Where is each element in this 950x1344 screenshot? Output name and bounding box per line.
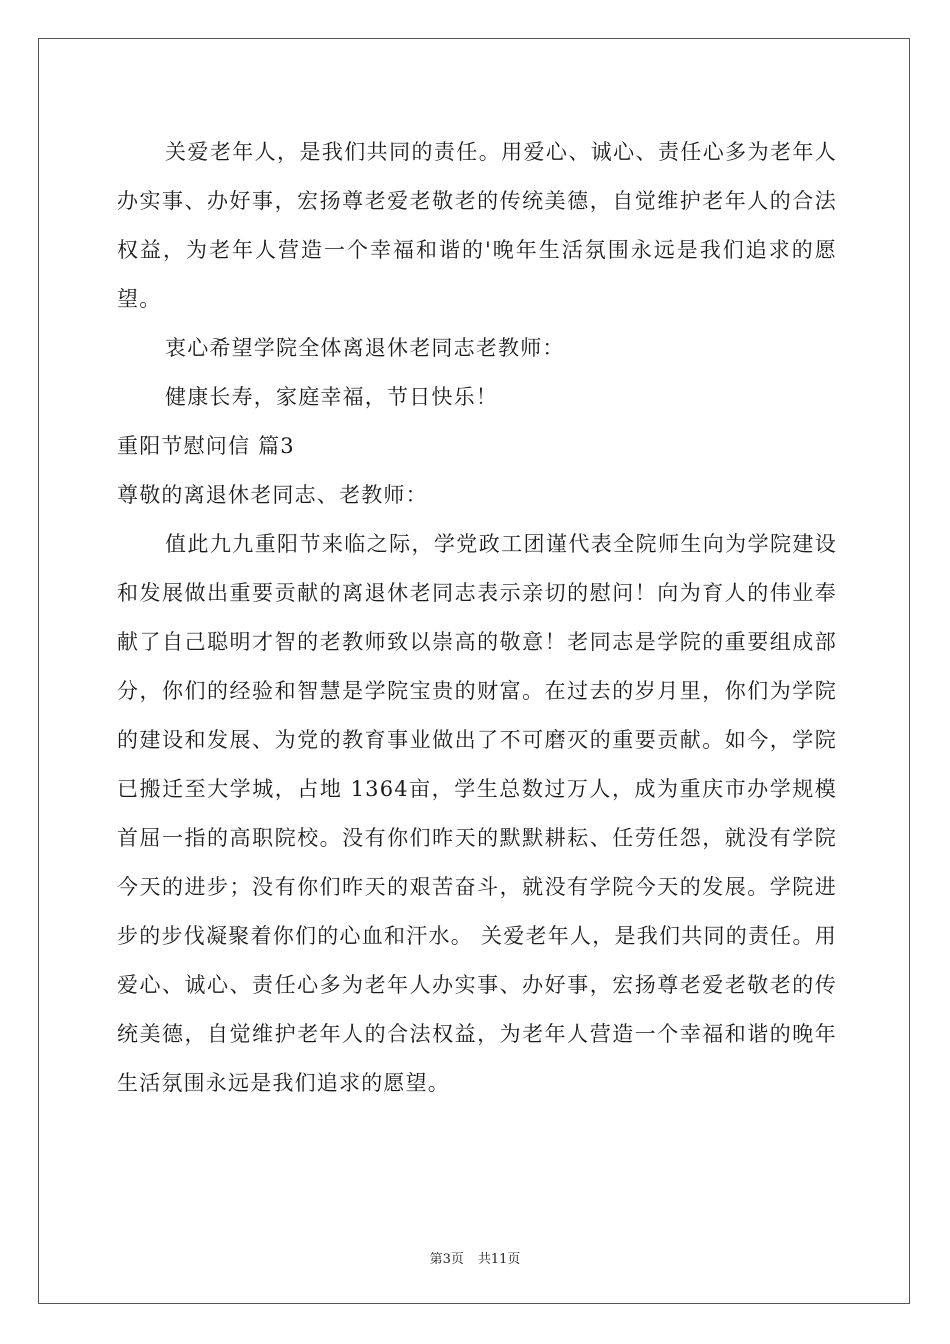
page-total: 共11页	[477, 1252, 521, 1267]
paragraph-care-elderly: 关爱老年人，是我们共同的责任。用爱心、诚心、责任心多为老年人办实事、办好事，宏扬尊老爱老敬老的传统美德，自觉维护老年人的合法权益，为老年人营造一个幸福和谐的'晚年生活氛围永远是我们追求的愿望。	[117, 140, 837, 311]
document-body	[117, 128, 837, 1108]
paragraph-wishes: 健康长寿，家庭幸福，节日快乐！	[165, 385, 498, 409]
paragraph-main-letter: 值此九九重阳节来临之际，学党政工团谨代表全院师生向为学院建设和发展做出重要贡献的离退休老同志表示亲切的慰问！向为育人的伟业奉献了自己聪明才智的老教师致以崇高的敬意！老同志是学院的重要组成部分，你们的经验和智慧是学院宝贵的财富。在过去的岁月里，你们为学院的建设和发展、为党的教育事业做出了不可磨灭的重要贡献。如今，学院已搬迁至大学城，占地 1364亩，学生总数过万人，成为重庆市办学规模首屈一指的高职院校。没有你们昨天的默默耕耘、任劳任怨，就没有学院今天的进步；没有你们昨天的艰苦奋斗，就没有学院今天的发展。学院进步的步伐凝聚着你们的心血和汗水。 关爱老年人，是我们共同的责任。用爱心、诚心、责任心多为老年人办实事、办好事，宏扬尊老爱老敬老的传统美德，自觉维护老年人的合法权益，为老年人营造一个幸福和谐的晚年生活氛围永远是我们追求的愿望。	[117, 532, 837, 1095]
section-heading: 重阳节慰问信 篇3	[117, 434, 295, 458]
page-footer	[0, 1248, 950, 1267]
salutation: 尊敬的离退休老同志、老教师：	[117, 483, 428, 507]
paragraph-wishes-intro: 衷心希望学院全体离退休老同志老教师：	[165, 336, 565, 360]
page-number: 第3页	[429, 1252, 464, 1267]
